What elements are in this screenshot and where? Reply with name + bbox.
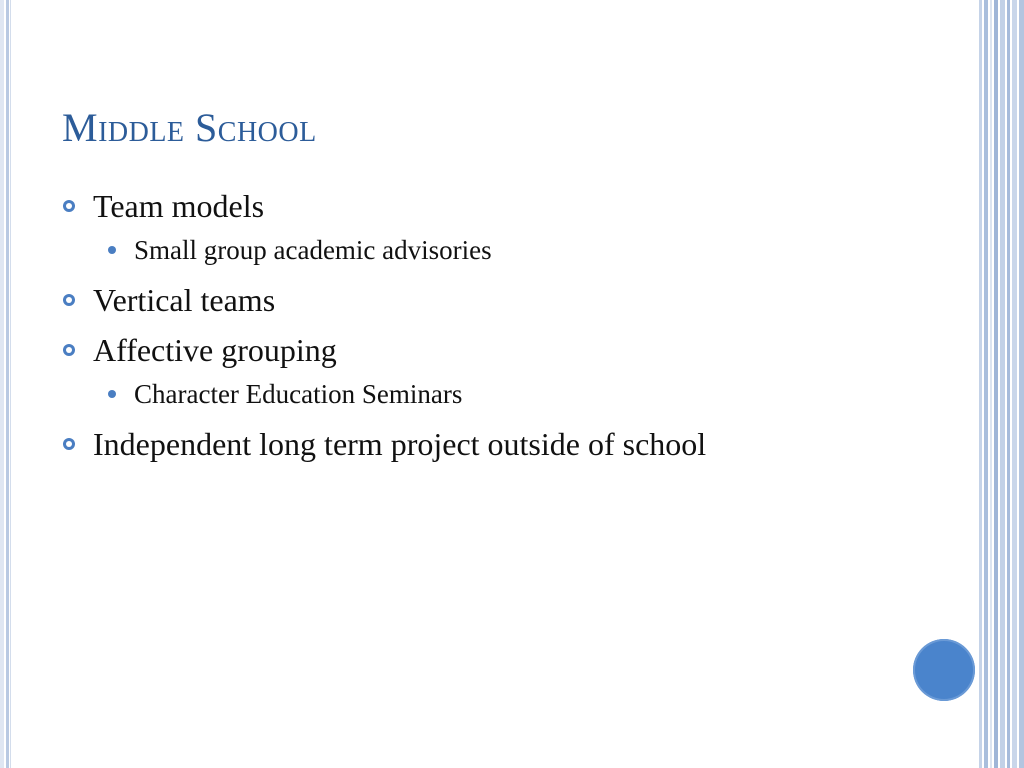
right-stripe — [1019, 0, 1024, 768]
bullet-text: Independent long term project outside of school — [93, 426, 707, 462]
ring-bullet-icon — [63, 294, 75, 306]
sub-bullet-item — [62, 234, 962, 266]
sub-bullet-text: Small group academic advisories — [134, 235, 492, 265]
right-stripe — [1000, 0, 1005, 768]
right-stripe — [1012, 0, 1017, 768]
right-stripe — [994, 0, 998, 768]
right-stripe — [990, 0, 992, 768]
right-stripe — [1007, 0, 1010, 768]
bullet-list — [62, 186, 962, 464]
ring-bullet-icon — [63, 200, 75, 212]
dot-bullet-icon — [108, 246, 116, 254]
left-border-line — [0, 0, 4, 768]
bullet-text: Affective grouping — [93, 332, 337, 368]
slide-title: Middle School — [62, 105, 317, 150]
bullet-item — [62, 186, 962, 226]
sub-bullet-item — [62, 378, 962, 410]
circle-decoration — [913, 639, 975, 701]
right-stripe — [979, 0, 982, 768]
ring-bullet-icon — [63, 344, 75, 356]
ring-bullet-icon — [63, 438, 75, 450]
bullet-item — [62, 424, 962, 464]
sub-bullet-text: Character Education Seminars — [134, 379, 463, 409]
right-stripe — [984, 0, 988, 768]
bullet-item — [62, 280, 962, 320]
bullet-item — [62, 330, 962, 370]
left-border-line — [6, 0, 9, 768]
bullet-text: Team models — [93, 188, 265, 224]
bullet-text: Vertical teams — [93, 282, 276, 318]
left-border-line — [10, 0, 11, 768]
dot-bullet-icon — [108, 390, 116, 398]
